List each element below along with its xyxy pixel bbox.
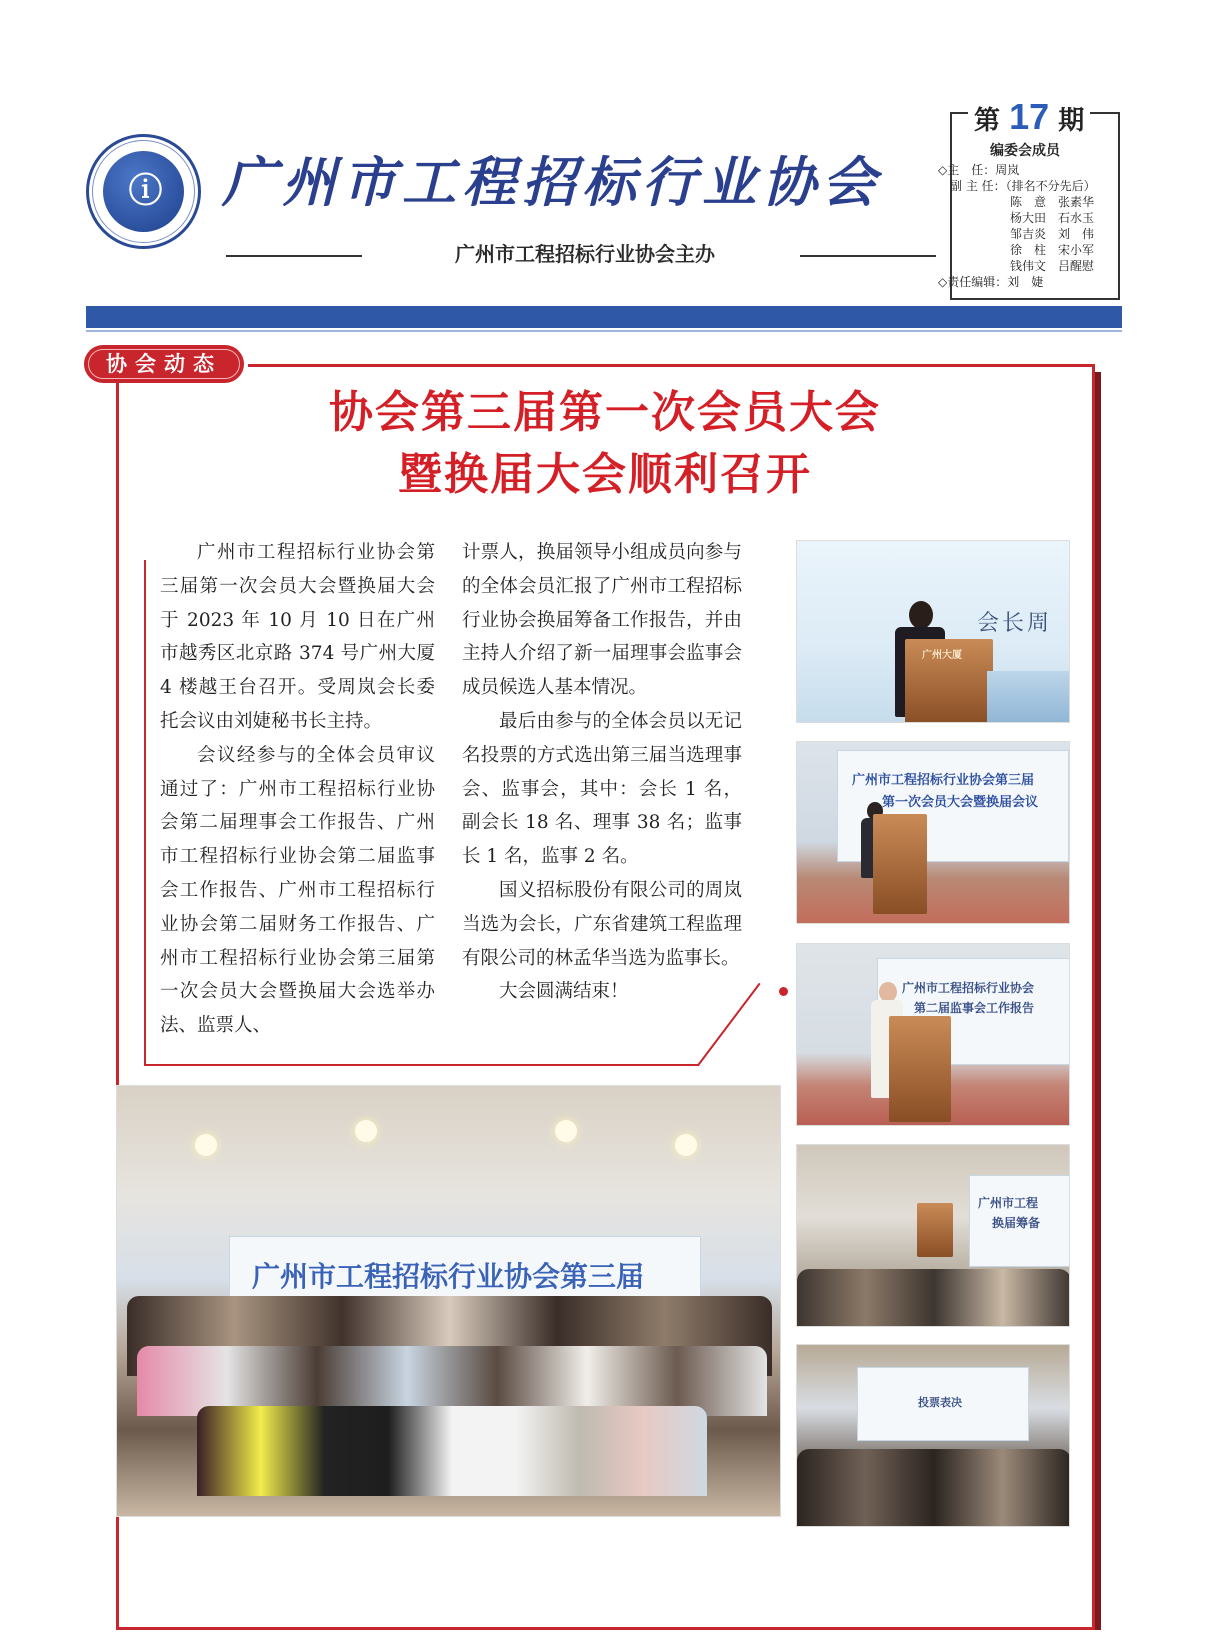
article-column-1 xyxy=(160,536,435,1043)
editorial-board-title: 编委会成员 xyxy=(990,143,1060,159)
screen-title-1: 广州市工程招标行业协会第三届 xyxy=(852,773,1035,788)
audience xyxy=(797,1269,1070,1327)
ceiling-light xyxy=(675,1134,697,1156)
photo-president-speech xyxy=(796,540,1070,723)
issue-prefix: 第 xyxy=(974,106,1001,136)
podium-sign: 广州大厦 xyxy=(922,650,962,661)
projection-screen xyxy=(857,1367,1029,1441)
frame-right xyxy=(1092,364,1095,1630)
editorial-board-list xyxy=(938,162,1096,290)
skyline-graphic xyxy=(987,671,1070,723)
board-line: 徐 柱 宋小军 xyxy=(938,243,1095,257)
sponsor-line: 广州市工程招标行业协会主办 xyxy=(455,242,715,266)
photo-voting xyxy=(796,1344,1070,1527)
issue-number-value: 17 xyxy=(1009,96,1050,137)
board-line: ◇主 任：周岚 xyxy=(938,163,1020,177)
board-line: 陈 意 张素华 xyxy=(938,195,1095,209)
photo-supervisory-report xyxy=(796,943,1070,1126)
header-band xyxy=(86,306,1122,328)
issue-number xyxy=(968,96,1090,138)
frame-shadow xyxy=(1095,372,1101,1630)
textbox-dot xyxy=(779,987,788,996)
article-paragraph: 会议经参与的全体会员审议通过了：广州市工程招标行业协会第二届理事会工作报告、广州市工程招标行业协会第二届监事会工作报告、广州市工程招标行业协会第二届财务工作报告、广州市工程招标行业协会第三届第一次会员大会暨换届大会选举办法、监票人、 xyxy=(160,744,435,1037)
screen-title-1: 广州市工程 xyxy=(978,1196,1039,1210)
header-band-underline xyxy=(86,330,1122,332)
masthead-title: 广州市工程招标行业协会 xyxy=(222,150,882,214)
divider-left xyxy=(226,255,362,257)
screen-title: 投票表决 xyxy=(918,1396,962,1409)
ceiling-light xyxy=(355,1120,377,1142)
screen-title-1: 广州市工程招标行业协会 xyxy=(902,981,1035,995)
podium xyxy=(889,1016,951,1122)
article-column-2 xyxy=(462,536,742,1009)
screen-title: 广州市工程招标行业协会第三届 xyxy=(252,1260,645,1293)
article-paragraph: 最后由参与的全体会员以无记名投票的方式选出第三届当选理事会、监事会，其中：会长 1 名，副会长 18 名、理事 38 名；监事长 1 名，监事 2 名。 xyxy=(462,710,742,868)
article-paragraph: 广州市工程招标行业协会第三届第一次会员大会暨换届大会于 2023 年 10 月 10 日在广州市越秀区北京路 374 号广州大厦 4 楼越王台召开。受周岚会长委托会议由刘婕秘书长主持。 xyxy=(160,542,435,732)
speaker-head xyxy=(909,601,933,629)
photo-preparation-report xyxy=(796,1144,1070,1327)
photo-meeting-screen xyxy=(796,741,1070,924)
audience xyxy=(797,1449,1070,1527)
article-paragraph: 大会圆满结束！ xyxy=(499,981,629,1003)
board-line: 钱伟文 吕醒慰 xyxy=(938,259,1095,273)
podium xyxy=(917,1203,953,1257)
photo-screen-text: 会长周 xyxy=(977,611,1053,636)
logo-mark-icon: ⓘ xyxy=(128,171,159,211)
group-photo xyxy=(116,1085,781,1517)
association-logo xyxy=(86,134,201,249)
textbox-left-line xyxy=(144,560,146,1065)
article-headline xyxy=(150,382,1060,506)
textbox-bottom-line xyxy=(144,1064,699,1066)
frame-top xyxy=(248,364,1095,367)
screen-title-2: 第二届监事会工作报告 xyxy=(914,1001,1035,1015)
board-line: 杨大田 石水玉 xyxy=(938,211,1095,225)
frame-bottom xyxy=(116,1627,1095,1630)
podium xyxy=(873,814,927,914)
headline-line-2: 暨换届大会顺利召开 xyxy=(398,449,812,500)
section-tag xyxy=(84,345,244,383)
issue-suffix: 期 xyxy=(1058,106,1085,136)
front-row xyxy=(197,1406,707,1496)
article-paragraph: 国义招标股份有限公司的周岚当选为会长，广东省建筑工程监理有限公司的林孟华当选为监事长。 xyxy=(462,879,742,969)
ceiling-light xyxy=(195,1134,217,1156)
headline-line-1: 协会第三届第一次会员大会 xyxy=(329,387,881,438)
board-line: 副 主 任：（排名不分先后） xyxy=(938,179,1096,193)
ceiling-light xyxy=(555,1120,577,1142)
article-paragraph: 计票人，换届领导小组成员向参与的全体会员汇报了广州市工程招标行业协会换届筹备工作报告，并由主持人介绍了新一届理事会监事会成员候选人基本情况。 xyxy=(462,542,742,699)
board-line: ◇责任编辑：刘 婕 xyxy=(938,275,1044,289)
speaker-head xyxy=(879,982,897,1002)
projection-screen xyxy=(969,1175,1070,1267)
board-line: 邹吉炎 刘 伟 xyxy=(938,227,1095,241)
screen-title-2: 换届筹备 xyxy=(992,1216,1041,1230)
logo-emblem xyxy=(103,151,184,232)
divider-right xyxy=(800,255,936,257)
screen-title-2: 第一次会员大会暨换届会议 xyxy=(882,795,1039,810)
section-label: 协会动态 xyxy=(106,352,222,376)
